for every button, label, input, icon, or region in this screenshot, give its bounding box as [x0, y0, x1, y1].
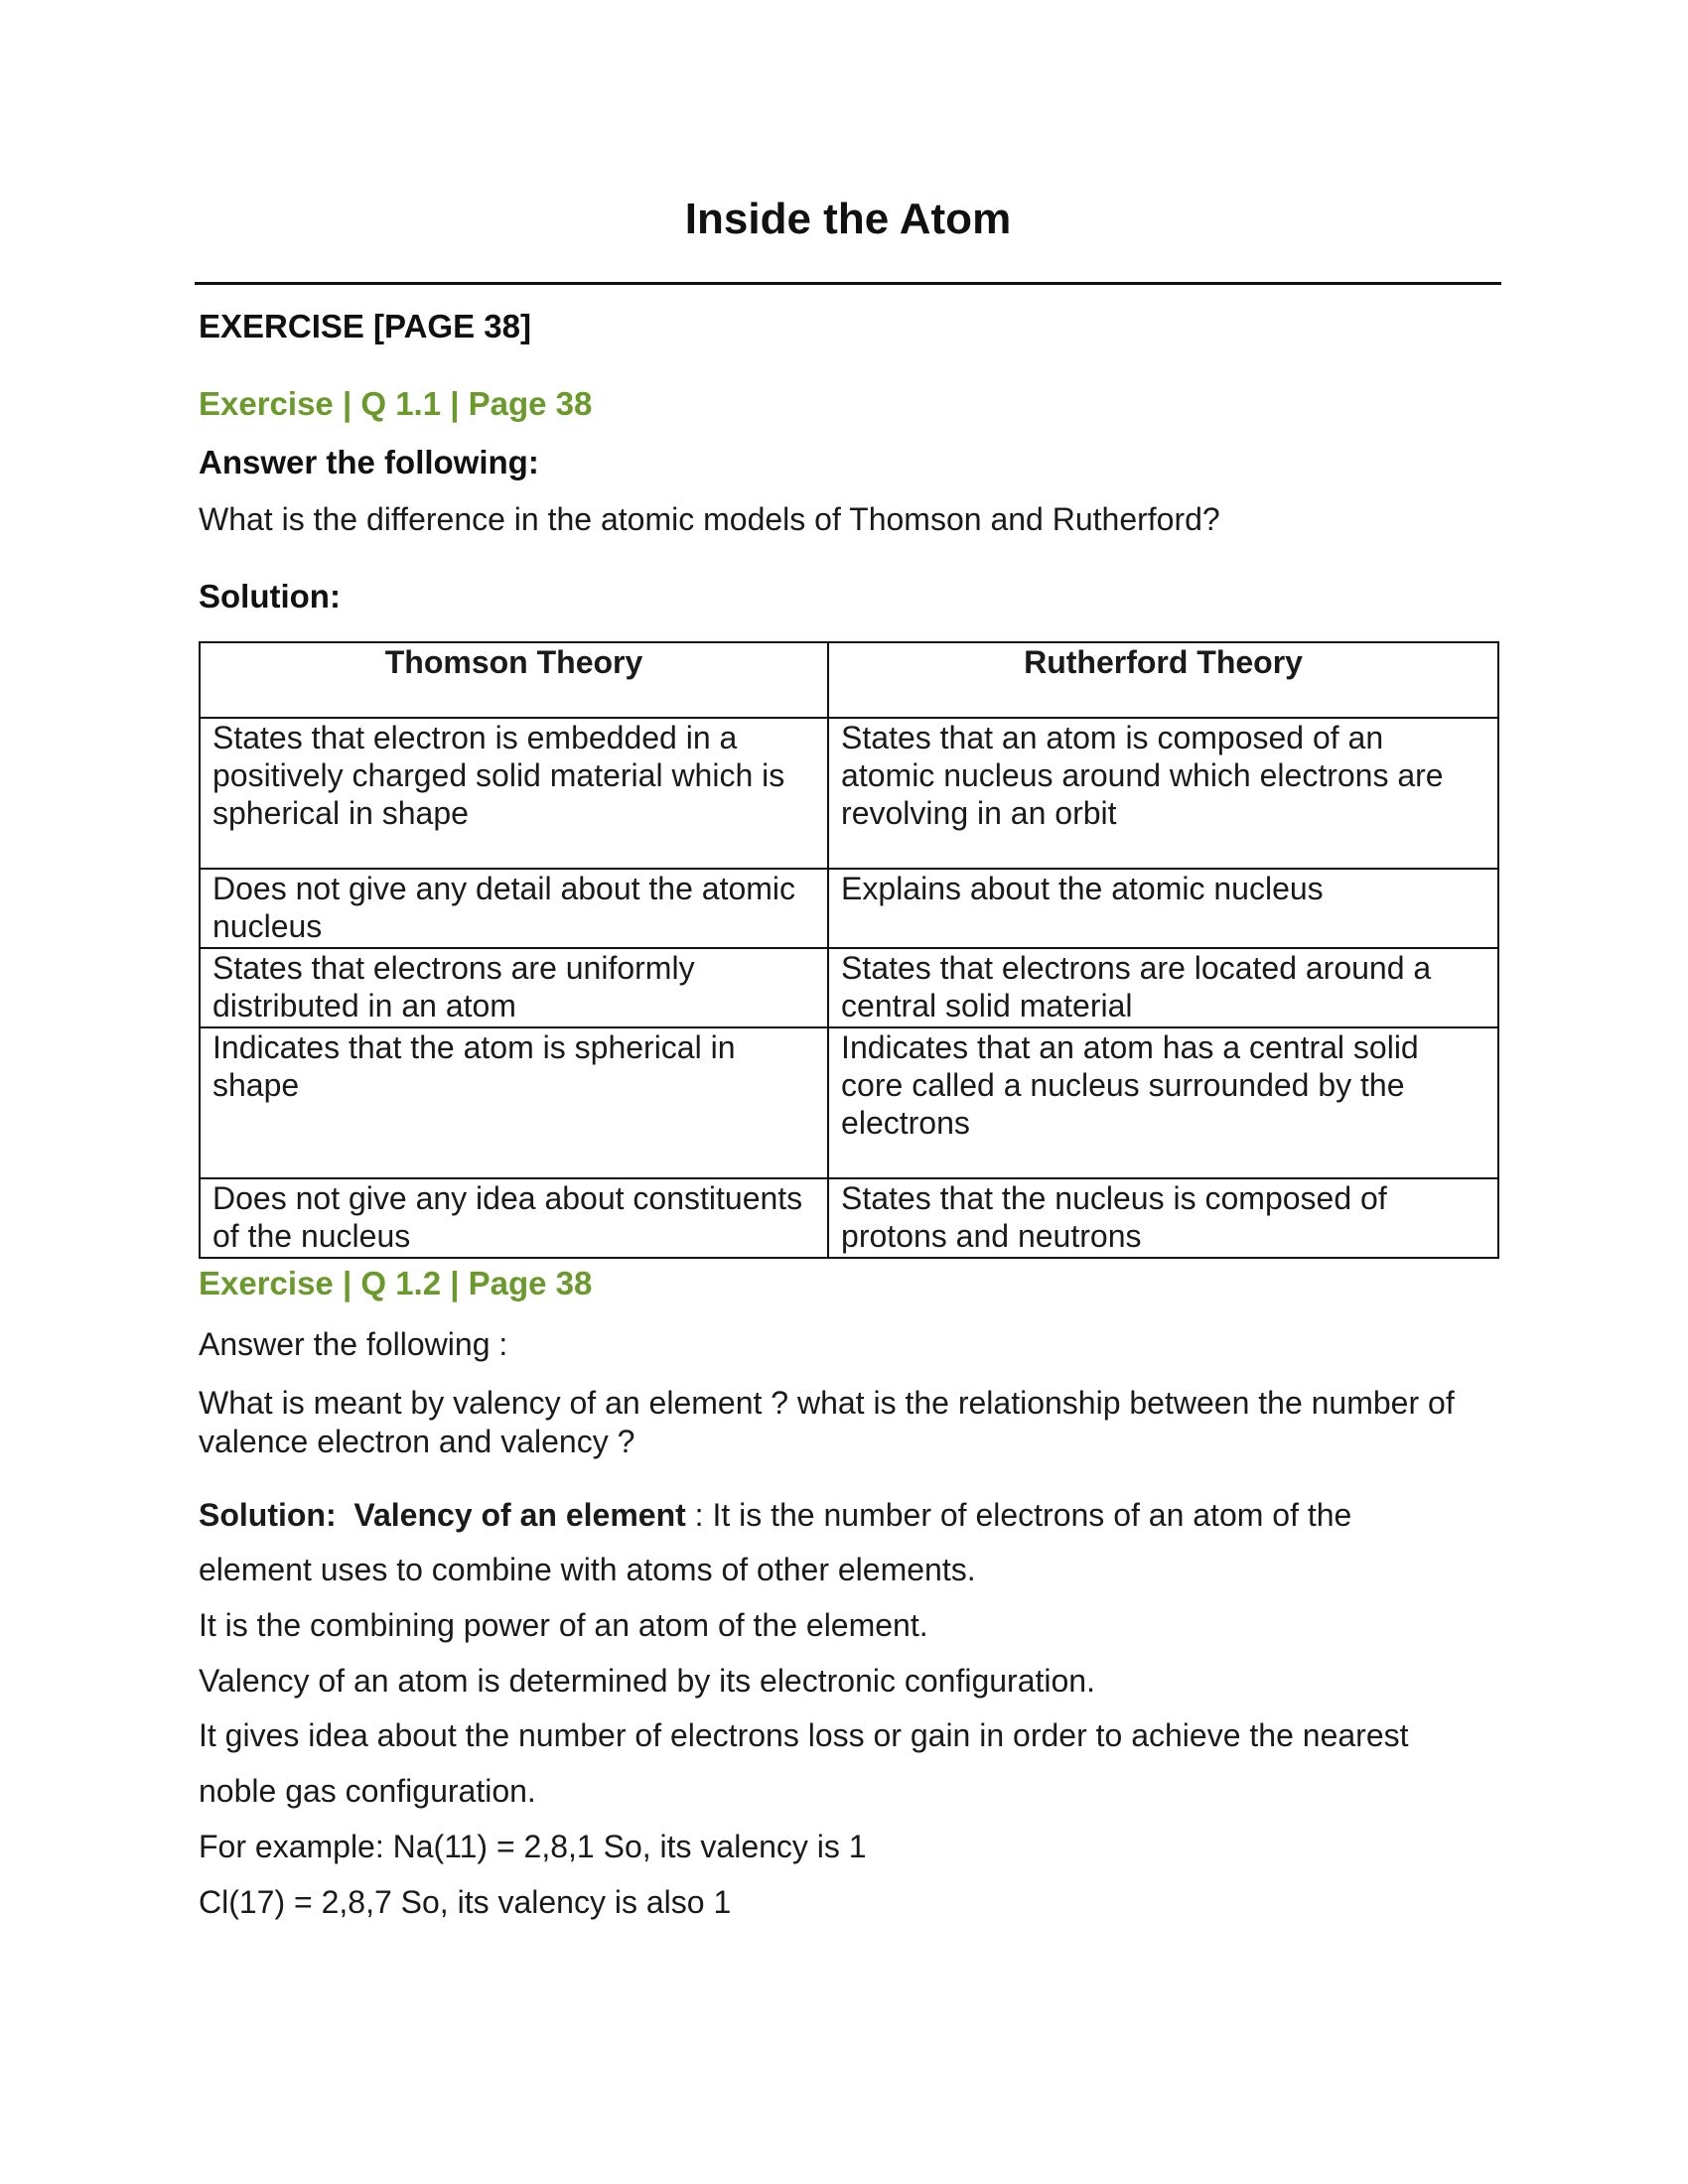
- table-header-row: [200, 642, 1498, 718]
- table-header-rutherford: Rutherford Theory: [828, 642, 1498, 718]
- table-row: [200, 1027, 1498, 1178]
- table-cell: Indicates that an atom has a central solid core called a nucleus surrounded by the electrons: [828, 1027, 1498, 1178]
- page-title: Inside the Atom: [684, 195, 1012, 243]
- table-row: [200, 718, 1498, 869]
- table-cell: Does not give any idea about constituents of the nucleus: [200, 1178, 828, 1258]
- question-reference: Exercise | Q 1.2 | Page 38: [199, 1265, 593, 1301]
- solution-line: It is the combining power of an atom of the element.: [199, 1607, 928, 1643]
- question-reference: Exercise | Q 1.1 | Page 38: [199, 385, 593, 422]
- solution-label: Solution:: [199, 578, 341, 614]
- solution-line: noble gas configuration.: [199, 1773, 536, 1809]
- defined-term: Valency of an element: [353, 1497, 686, 1533]
- example-line: Cl(17) = 2,8,7 So, its valency is also 1: [199, 1884, 732, 1920]
- table-row: [200, 948, 1498, 1027]
- question-text: What is the difference in the atomic models of Thomson and Rutherford?: [199, 501, 1220, 537]
- question-text: What is meant by valency of an element ? what is the relationship between the number of valence electron and valency ?: [199, 1385, 1455, 1459]
- table-cell: Does not give any detail about the atomic nucleus: [200, 869, 828, 948]
- table-row: [200, 1178, 1498, 1258]
- table-cell: Indicates that the atom is spherical in shape: [200, 1027, 828, 1178]
- table-cell: States that an atom is composed of an atomic nucleus around which electrons are revolving in an orbit: [828, 718, 1498, 869]
- solution-label: Solution:: [199, 1497, 337, 1533]
- table-cell: States that electron is embedded in a positively charged solid material which is spherical in shape: [200, 718, 828, 869]
- table-cell: States that electrons are located around a central solid material: [828, 948, 1498, 1027]
- table-header-thomson: Thomson Theory: [200, 642, 828, 718]
- table-row: [200, 869, 1498, 948]
- section-heading: EXERCISE [PAGE 38]: [199, 308, 531, 344]
- question-prompt: Answer the following:: [199, 444, 539, 480]
- table-cell: States that electrons are uniformly distributed in an atom: [200, 948, 828, 1027]
- question-prompt: Answer the following :: [199, 1326, 508, 1362]
- definition-text: : It is the number of electrons of an atom of the: [685, 1497, 1352, 1533]
- solution-line: Valency of an atom is determined by its electronic configuration.: [199, 1663, 1095, 1699]
- title-divider: [195, 282, 1501, 285]
- table-cell: States that the nucleus is composed of protons and neutrons: [828, 1178, 1498, 1258]
- example-line: For example: Na(11) = 2,8,1 So, its valency is 1: [199, 1829, 867, 1864]
- comparison-table: [199, 641, 1499, 1259]
- solution-line: It gives idea about the number of electrons loss or gain in order to achieve the nearest: [199, 1717, 1409, 1753]
- table-cell: Explains about the atomic nucleus: [828, 869, 1498, 948]
- solution-paragraph: [199, 1497, 1351, 1534]
- definition-continuation: element uses to combine with atoms of other elements.: [199, 1552, 976, 1587]
